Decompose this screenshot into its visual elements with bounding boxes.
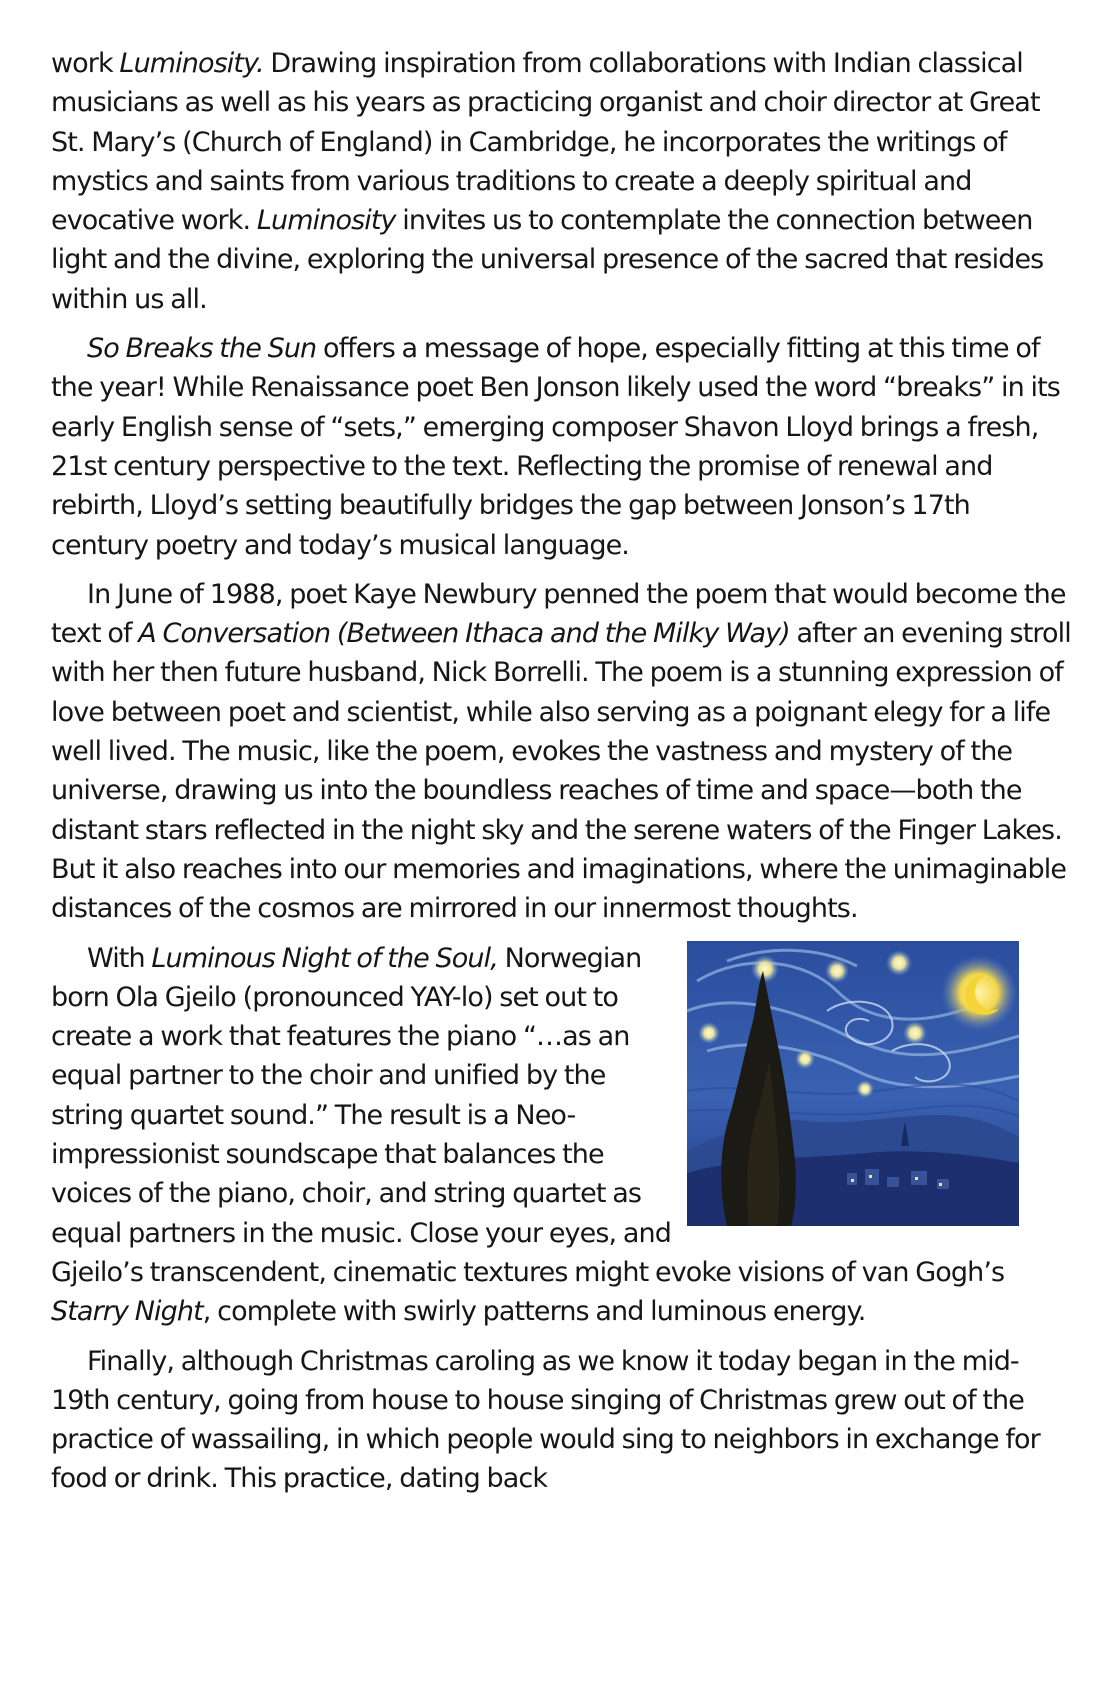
italic-title: A Conversation (Between Ithaca and the Milky Way) <box>138 618 790 650</box>
text-run: Drawing inspiration from collaborations with Indian classical musicians as well as his years as practicing organist and choir director at Great St. Mary’s (Church of England) in Cambridge, he incorporates the writings of mystics and saints from various traditions to create a deeply spiritual and evocative work. <box>51 48 1040 237</box>
text-run: work <box>51 48 120 79</box>
text-run: , complete with swirly patterns and luminous energy. <box>202 1296 866 1328</box>
text-run: after an evening stroll with her then future husband, Nick Borrelli. The poem is a stunning expression of love between poet and scientist, while also serving as a poignant elegy for a life well lived. The music, like the poem, evokes the vastness and mystery of the universe, drawing us into the boundless reaches of time and space—both the distant stars reflected in the night sky and the serene waters of the Finger Lakes. But it also reaches into our memories and imaginations, where the unimaginable distances of the cosmos are mirrored in our innermost thoughts. <box>51 618 1071 925</box>
paragraph-so-breaks-the-sun <box>51 329 1071 565</box>
text-run: Finally, although Christmas caroling as we know it today began in the mid-19th century, going from house to house singing of Christmas grew out of the practice of wassailing, in which people would sing to neighbors in exchange for food or drink. This practice, dating back <box>51 1345 1040 1495</box>
starry-night-painting <box>687 941 1019 1226</box>
italic-title: Luminosity <box>256 205 396 237</box>
text-run: offers a message of hope, especially fitting at this time of the year! While Renaissance poet Ben Jonson likely used the word “breaks” in its early English sense of “sets,” emerging composer Shavon Lloyd brings a fresh, 21st century perspective to the text. Reflecting the promise of renewal and rebirth, Lloyd’s setting beautifully bridges the gap between Jonson’s 17th century poetry and today’s musical language. <box>51 333 1060 561</box>
text-run: Norwegian born Ola Gjeilo (pronounced YAY-lo) set out to create a work that features the piano “…as an equal partner to the choir and unified by the string quartet sound.” The result is a Neo-impressionist soundscape that balances the voices of the piano, choir, and string quartet as equal partners in the music. Close your eyes, and Gjeilo’s transcendent, cinematic textures might evoke visions of van Gogh’s <box>51 942 1005 1288</box>
paragraph-wassailing <box>51 1342 1071 1499</box>
italic-title: Luminous Night of the Soul, <box>151 942 498 974</box>
paragraph-a-conversation <box>51 575 1071 929</box>
document-page <box>51 44 1071 1499</box>
italic-title: Luminosity. <box>119 48 264 79</box>
italic-title: Starry Night <box>51 1296 203 1328</box>
text-run: With <box>87 942 152 974</box>
italic-title: So Breaks the Sun <box>87 333 317 365</box>
paragraph-luminous-night <box>51 939 1071 1332</box>
text-run: In June of 1988, poet Kaye Newbury penned the poem that would become the text of <box>51 578 1066 650</box>
paragraph-luminosity <box>51 44 1071 319</box>
text-run: invites us to contemplate the connection between light and the divine, exploring the universal presence of the sacred that resides within us all. <box>51 205 1044 315</box>
